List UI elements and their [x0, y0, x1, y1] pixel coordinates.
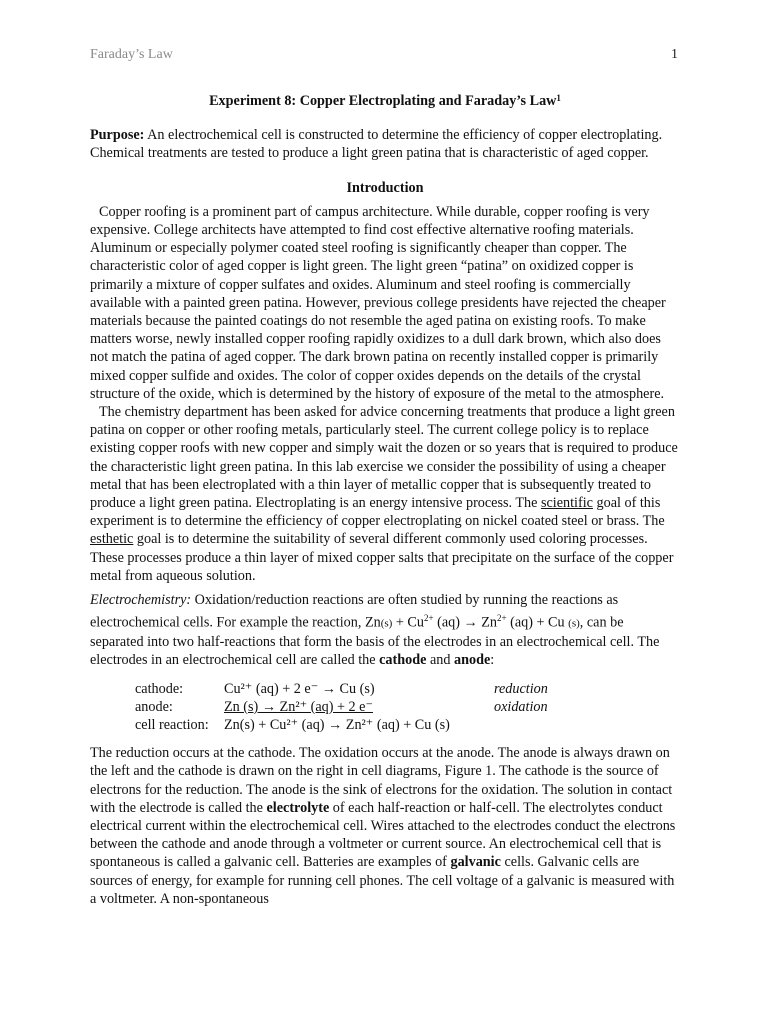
- document-title: [90, 92, 680, 110]
- page-number: 1: [671, 47, 678, 62]
- scientific-word: scientific: [540, 495, 593, 512]
- cell-description-paragraph: [90, 744, 680, 908]
- equation-row: [135, 680, 548, 698]
- anode-reaction-underlined: Zn (s) → Zn²⁺ (aq) + 2 e⁻: [224, 698, 373, 715]
- footnote-mark: 1: [556, 93, 561, 103]
- equation-row: [135, 698, 548, 716]
- p3-text-b: of each half-reaction or half-cell. The electrolytes conduct electrical current within the electrochemical cell. Wires attached to the electrodes conduct the electrons between the cathode and anode through a voltmeter or current source. An electrochemical cell that is spontaneous is called a galvanic cell. Batteries are examples of: [90, 799, 676, 871]
- ec-text-b: (s): [380, 618, 393, 631]
- equation-row: [135, 716, 548, 734]
- para2-text-c: goal is to determine the suitability of several different commonly used coloring processes. These processes produce a thin layer of mixed copper salts that precipitate on the surface of the copper metal from aqueous solution.: [90, 531, 674, 584]
- running-title: Faraday’s Law: [90, 47, 173, 62]
- ec-and: and: [426, 652, 454, 669]
- ec-text-i: , can be separated into two half-reactions that form the basis of the electrodes in an electrochemical cell. The electrodes in an electrochemical cell are called the: [90, 615, 660, 669]
- purpose-text: An electrochemical cell is constructed to determine the efficiency of copper electroplating. Chemical treatments are tested to produce a light green patina that is characteristic of aged copper.: [90, 127, 663, 162]
- page-header: [90, 47, 678, 67]
- half-reaction-table: [135, 680, 548, 735]
- ec-text-g: (aq) + Cu: [506, 615, 569, 632]
- galvanic-term: galvanic: [450, 854, 501, 871]
- equation-type: reduction: [494, 680, 548, 697]
- p3-text-a: The reduction occurs at the cathode. The oxidation occurs at the anode. The anode is always drawn on the left and the cathode is drawn on the right in cell diagrams, Figure 1. The cathode is the source of electrons for the reduction. The anode is the sink of electrons for the oxidation. The solution in contact with the electrode is called the: [90, 745, 673, 816]
- cathode-term: cathode: [379, 652, 427, 669]
- ec-text-e: (aq) → Zn: [433, 615, 497, 632]
- electrochemistry-paragraph: [90, 591, 680, 670]
- introduction-heading: Introduction: [346, 179, 424, 196]
- equation-label: anode:: [135, 698, 173, 715]
- purpose-label: Purpose:: [90, 127, 145, 144]
- page-body: [90, 92, 680, 908]
- equation-label: cathode:: [135, 680, 184, 697]
- intro-paragraph-2: [90, 403, 680, 585]
- ec-text-h: (s): [568, 618, 580, 631]
- ec-text-f: 2+: [497, 613, 507, 624]
- esthetic-word: esthetic: [90, 531, 134, 548]
- para2-text-a: The chemistry department has been asked for advice concerning treatments that produce a light green patina on copper or other roofing metals, particularly steel. The current college policy is to replace existing copper roofs with new copper and simply wait the dozen or so years that is required to produce the characteristic light green patina. In this lab exercise we consider the possibility of using a cheaper metal that has been electroplated with a thin layer of metallic copper that is subsequently treated to produce a light green patina. Electroplating is an energy intensive process. The: [90, 404, 678, 512]
- equation-label: cell reaction:: [135, 717, 209, 734]
- p3-text-c: cells. Galvanic cells are sources of energy, for example for running cell phones. The cell voltage of a galvanic is measured with a voltmeter. A non-spontaneous: [90, 854, 675, 907]
- ec-colon: :: [490, 652, 495, 669]
- purpose-paragraph: [90, 126, 680, 162]
- ec-text-c: + Cu: [392, 615, 424, 632]
- equation-reaction: [224, 698, 494, 716]
- equation-reaction: Cu²⁺ (aq) + 2 e⁻ → Cu (s): [224, 680, 375, 697]
- ec-text-a: Oxidation/reduction reactions are often studied by running the reactions as electrochemical cells. For example the reaction, Zn: [90, 592, 619, 632]
- intro-paragraph-1: Copper roofing is a prominent part of campus architecture. While durable, copper roofing is very expensive. College architects have attempted to find cost effective alternative roofing materials. Aluminum or especially polymer coated steel roofing is significantly cheaper than copper. The characteristic color of aged copper is light green. The light green “patina” on oxidized copper is primarily a mixture of copper sulfates and oxides. Aluminum and steel roofing is commercially available with a painted green patina. However, previous college presidents have rejected the cheaper materials because the painted coatings do not resemble the aged patina on existing roofs. To make matters worse, newly installed copper roofing rapidly oxidizes to a dull dark brown, which also does not match the patina of aged copper. The dark brown patina on recently installed copper is primarily mixed copper sulfide and oxides. The color of copper oxides depends on the details of the crystal structure of the oxide, which is determined by the history of exposure of the metal to the atmosphere.: [90, 203, 666, 402]
- equation-type: oxidation: [494, 698, 548, 715]
- equation-reaction: Zn(s) + Cu²⁺ (aq) → Zn²⁺ (aq) + Cu (s): [224, 717, 450, 734]
- ec-text-d: 2+: [423, 613, 434, 624]
- electrochemistry-label: Electrochemistry:: [90, 592, 192, 609]
- anode-term: anode: [454, 652, 491, 669]
- para2-text-b: goal of this experiment is to determine the efficiency of copper electroplating on nickel coated steel or brass. The: [90, 495, 665, 530]
- title-text: Experiment 8: Copper Electroplating and Faraday’s Law: [209, 93, 557, 109]
- electrolyte-term: electrolyte: [266, 799, 330, 816]
